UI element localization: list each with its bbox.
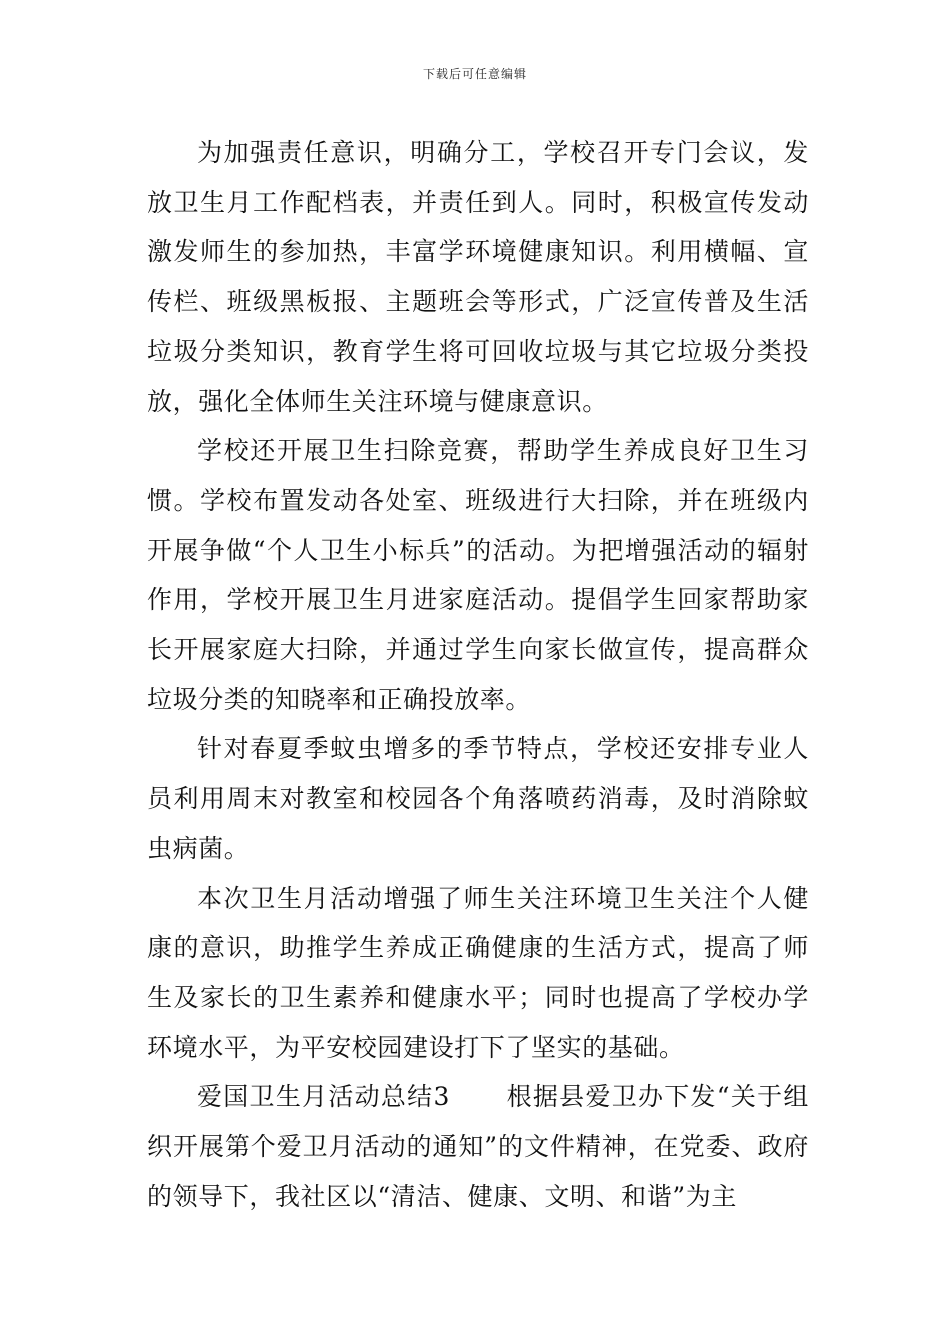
paragraph-cleaning-contest: 学校还开展卫生扫除竞赛，帮助学生养成良好卫生习惯。学校布置发动各处室、班级进行大扫除，并在班级内开展争做“个人卫生小标兵”的活动。为把增强活动的辐射作用，学校开展卫生月进家庭活动。提倡学生回家帮助家长开展家庭大扫除，并通过学生向家长做宣传，提高群众垃圾分类的知晓率和正确投放率。 [147, 436, 809, 714]
document-body [147, 128, 809, 1221]
paragraph-summary: 本次卫生月活动增强了师生关注环境卫生关注个人健康的意识，助推学生养成正确健康的生活方式，提高了师生及家长的卫生素养和健康水平；同时也提高了学校办学环境水平，为平安校园建设打下了坚实的基础。 [147, 883, 809, 1062]
section-title: 爱国卫生月活动总结3 [197, 1082, 450, 1112]
section-body: 根据县爱卫办下发“关于组织开展第个爱卫月活动的通知”的文件精神，在党委、政府的领导下，我社区以“清洁、健康、文明、和谐”为主 [147, 1082, 809, 1211]
page-header: 下载后可任意编辑 [422, 67, 527, 81]
paragraph-disinfection: 针对春夏季蚊虫增多的季节特点，学校还安排专业人员利用周末对教室和校园各个角落喷药消毒，及时消除蚊虫病菌。 [147, 734, 809, 863]
paragraph-responsibility: 为加强责任意识，明确分工，学校召开专门会议，发放卫生月工作配档表，并责任到人。同时，积极宣传发动激发师生的参加热，丰富学环境健康知识。利用横幅、宣传栏、班级黑板报、主题班会等形式，广泛宣传普及生活垃圾分类知识，教育学生将可回收垃圾与其它垃圾分类投放，强化全体师生关注环境与健康意识。 [147, 138, 809, 416]
paragraph-summary-3 [147, 1072, 809, 1221]
